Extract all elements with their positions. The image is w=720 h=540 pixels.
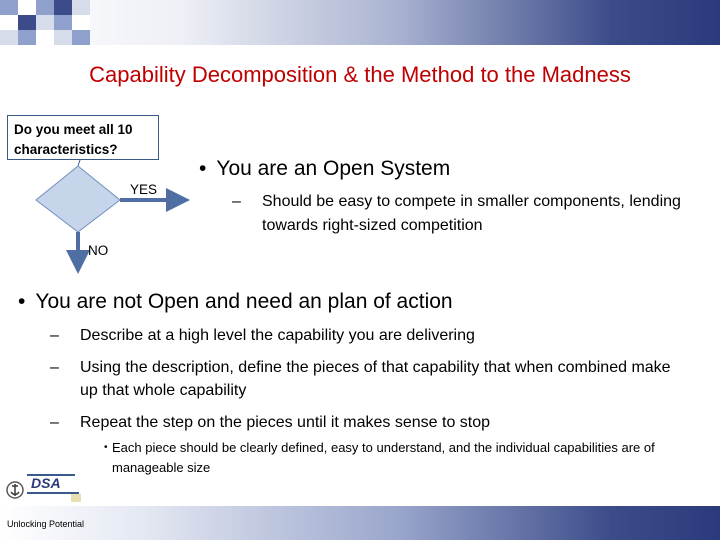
sub-sub-bullet bbox=[104, 438, 692, 478]
characteristics-callout: Do you meet all 10 characteristics? bbox=[7, 115, 159, 160]
bullet-open-system bbox=[199, 157, 450, 181]
bottom-banner bbox=[0, 506, 720, 540]
slide-title: Capability Decomposition & the Method to the Madness bbox=[89, 62, 631, 87]
dash-marker: – bbox=[232, 193, 241, 210]
dsa-logo bbox=[5, 470, 83, 506]
action-plan-list bbox=[50, 324, 690, 443]
bullet-dot: • bbox=[199, 157, 207, 180]
bullet-dot: • bbox=[18, 290, 26, 313]
checker-pattern bbox=[0, 0, 100, 45]
yes-label: YES bbox=[130, 182, 158, 197]
dash-marker: – bbox=[50, 414, 59, 431]
list-item bbox=[50, 356, 690, 402]
list-item-text: Using the description, define the pieces of that capability that when combined make up that whole capability bbox=[80, 359, 671, 399]
sub-bullet-open bbox=[232, 190, 692, 238]
top-banner bbox=[0, 0, 720, 45]
logo-text: DSA bbox=[31, 475, 61, 491]
dash-marker: – bbox=[50, 327, 59, 344]
sub-sub-text: Each piece should be clearly defined, easy to understand, and the individual capabilities are of manageable size bbox=[112, 440, 655, 475]
no-label: NO bbox=[88, 243, 109, 258]
list-item bbox=[50, 324, 690, 347]
sub-open-text: Should be easy to compete in smaller components, lending towards right-sized competition bbox=[262, 193, 681, 234]
bullet-not-open bbox=[18, 290, 453, 314]
bullet-dot: • bbox=[104, 442, 108, 453]
list-item-text: Repeat the step on the pieces until it makes sense to stop bbox=[80, 414, 491, 431]
bullet-not-open-text: You are not Open and need an plan of action bbox=[35, 290, 453, 313]
decision-diamond bbox=[36, 166, 120, 232]
bullet-open-text: You are an Open System bbox=[216, 157, 451, 180]
dash-marker: – bbox=[50, 359, 59, 376]
list-item bbox=[50, 411, 690, 434]
callout-pointer bbox=[78, 160, 80, 166]
list-item-text: Describe at a high level the capability you are delivering bbox=[80, 327, 475, 344]
footer-tagline: Unlocking Potential bbox=[7, 519, 85, 529]
